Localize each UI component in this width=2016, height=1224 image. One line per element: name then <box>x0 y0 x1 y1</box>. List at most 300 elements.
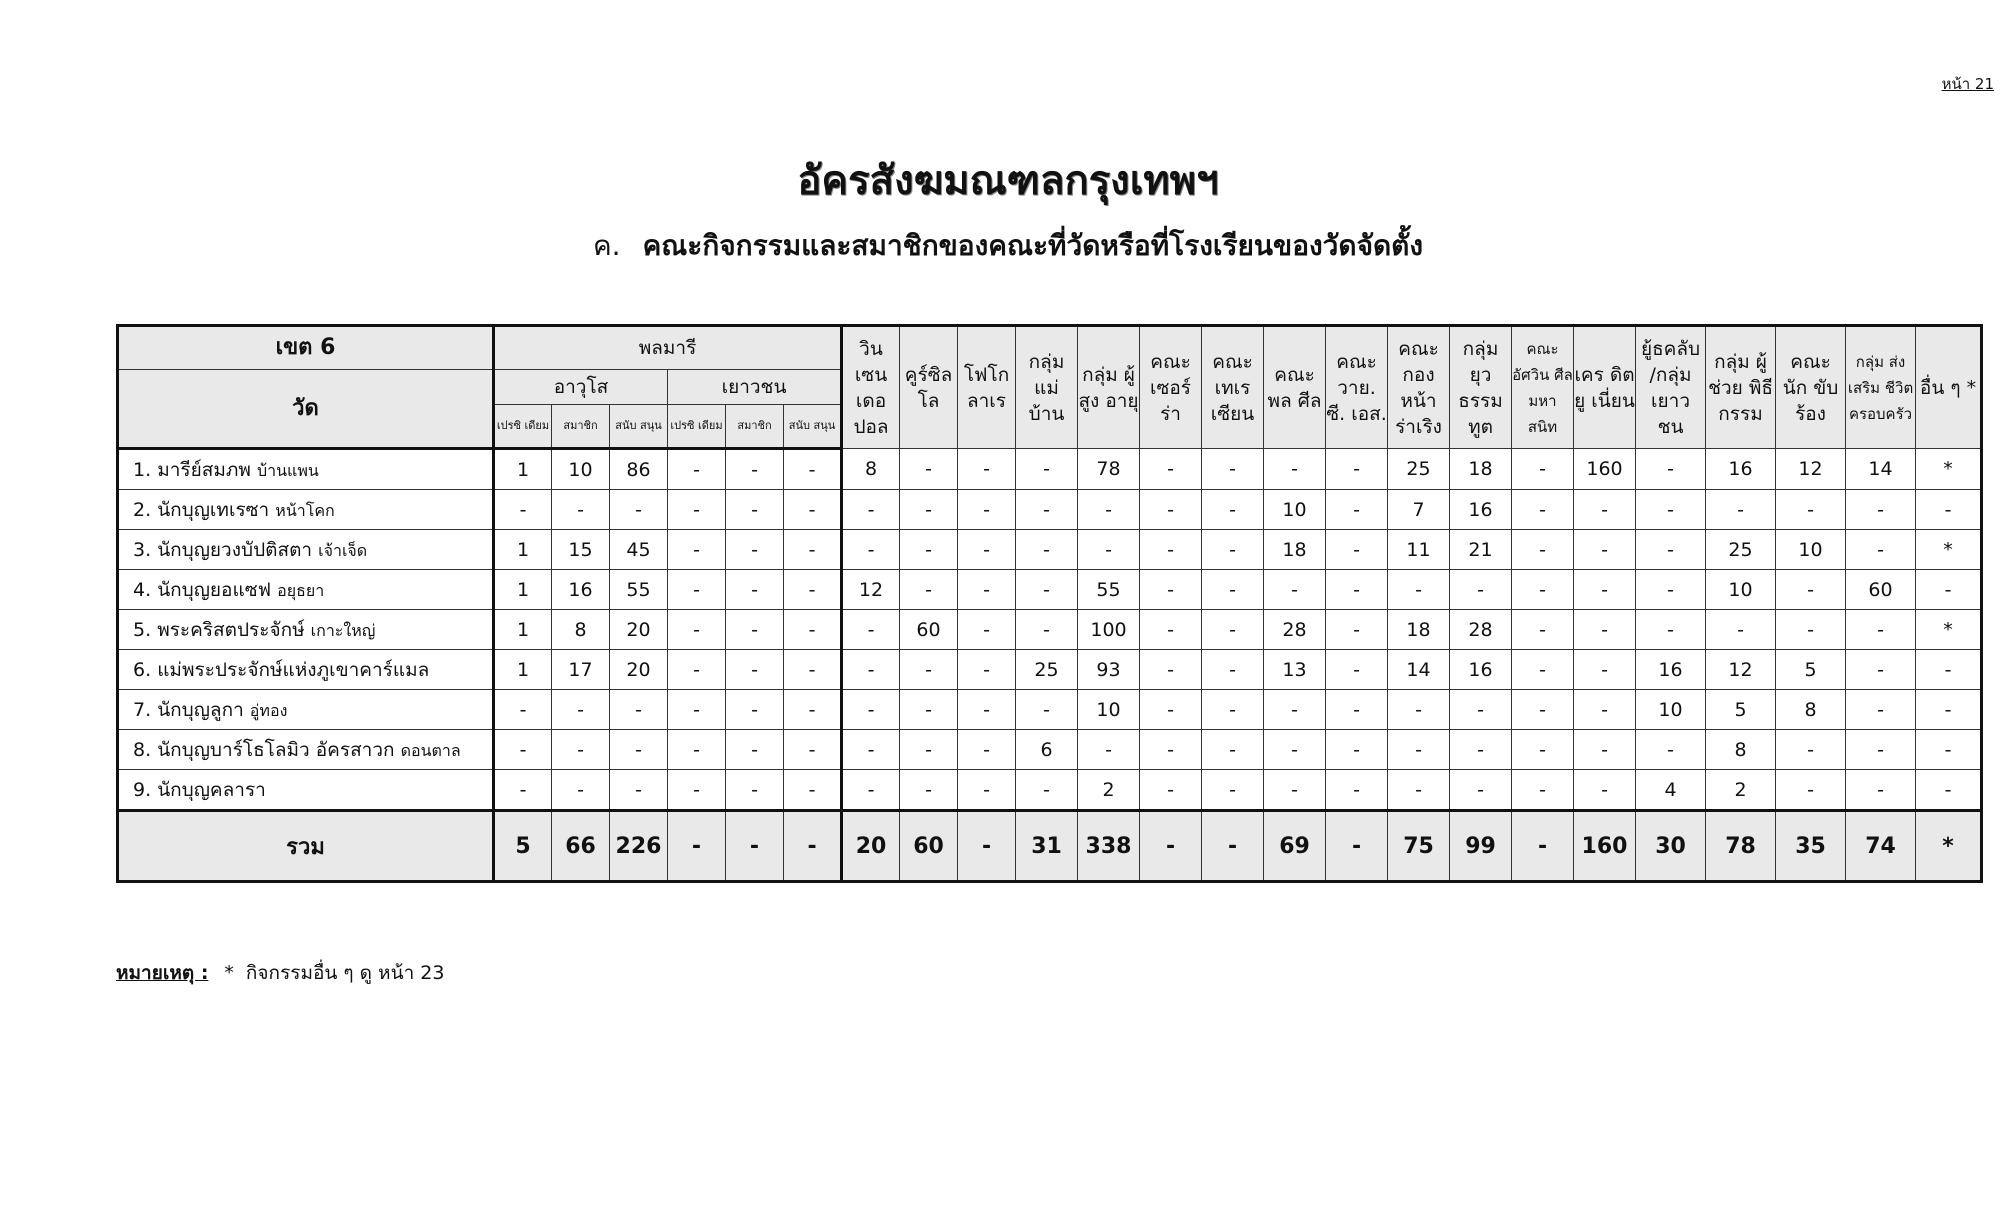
table-cell: - <box>1574 610 1636 650</box>
table-cell: - <box>1202 449 1264 490</box>
table-cell: - <box>668 449 726 490</box>
table-cell: 8 <box>842 449 900 490</box>
group-header-family-life: กลุ่ม ส่งเสริม ชีวิต ครอบครัว <box>1846 326 1916 449</box>
table-cell: 12 <box>1776 449 1846 490</box>
group-header-focolare: โฟโก ลาเร <box>958 326 1016 449</box>
table-cell: - <box>1264 690 1326 730</box>
table-cell: 45 <box>610 530 668 570</box>
table-cell: - <box>842 610 900 650</box>
table-cell: - <box>1776 770 1846 811</box>
table-cell: 21 <box>1450 530 1512 570</box>
table-cell: - <box>1326 449 1388 490</box>
row-number: 3. <box>133 538 152 561</box>
footnote-label: หมายเหตุ : <box>116 962 209 984</box>
total-cell: 78 <box>1706 811 1776 882</box>
table-cell: - <box>784 770 842 811</box>
table-cell: 8 <box>1706 730 1776 770</box>
wat-name: นักบุญคลารา <box>157 778 266 801</box>
table-cell: - <box>494 730 552 770</box>
group-header-serra: คณะ เซอร์ ร่า <box>1140 326 1202 449</box>
total-cell: 30 <box>1636 811 1706 882</box>
senior-member-header: สมาชิก <box>552 405 610 449</box>
table-cell: - <box>1140 449 1202 490</box>
table-cell: - <box>1202 610 1264 650</box>
table-cell: 1 <box>494 449 552 490</box>
page-title: อัครสังฆมณฑลกรุงเทพฯ <box>797 158 1219 204</box>
table-cell: - <box>1512 690 1574 730</box>
table-cell: - <box>1846 690 1916 730</box>
row-name-cell <box>118 650 494 690</box>
table-cell: - <box>1776 570 1846 610</box>
wat-location: บ้านแพน <box>256 460 319 480</box>
table-cell: - <box>958 530 1016 570</box>
table-cell: - <box>842 530 900 570</box>
footnote <box>116 958 444 988</box>
table-cell: - <box>1264 570 1326 610</box>
total-cell: 20 <box>842 811 900 882</box>
table-cell: 16 <box>1706 449 1776 490</box>
table-cell: - <box>726 570 784 610</box>
table-row <box>118 610 1982 650</box>
wat-location: เกาะใหญ่ <box>310 620 376 640</box>
table-cell: 86 <box>610 449 668 490</box>
table-cell: 5 <box>1706 690 1776 730</box>
table-cell: - <box>552 690 610 730</box>
row-name-cell <box>118 449 494 490</box>
group-header-teresian: คณะ เทเร เซียน <box>1202 326 1264 449</box>
row-number: 4. <box>133 578 152 601</box>
wat-location: เจ้าเจ็ด <box>318 540 368 560</box>
table-cell: 18 <box>1388 610 1450 650</box>
table-cell: - <box>1388 770 1450 811</box>
table-cell: 15 <box>552 530 610 570</box>
table-cell: - <box>1202 730 1264 770</box>
wat-name: นักบุญลูกา <box>157 698 244 721</box>
table-cell: - <box>1574 570 1636 610</box>
table-cell: 78 <box>1078 449 1140 490</box>
table-cell: - <box>1574 650 1636 690</box>
table-cell: - <box>842 730 900 770</box>
table-cell: 13 <box>1264 650 1326 690</box>
table-cell: 60 <box>1846 570 1916 610</box>
row-name-cell <box>118 490 494 530</box>
table-cell: - <box>1202 770 1264 811</box>
total-cell: - <box>1512 811 1574 882</box>
table-cell: - <box>1202 650 1264 690</box>
total-cell: 31 <box>1016 811 1078 882</box>
group-header-knights: คณะ อัศวิน ศีลมหา สนิท <box>1512 326 1574 449</box>
footnote-star: * <box>224 962 234 984</box>
total-row <box>118 811 1982 882</box>
group-header-elderly: กลุ่ม ผู้สูง อายุ <box>1078 326 1140 449</box>
table-cell: 55 <box>1078 570 1140 610</box>
total-cell: - <box>1202 811 1264 882</box>
table-cell: - <box>1636 730 1706 770</box>
table-cell: - <box>726 610 784 650</box>
junior-support-header: สนับ สนุน <box>784 405 842 449</box>
table-cell: - <box>1078 730 1140 770</box>
table-cell: - <box>494 690 552 730</box>
table-cell: - <box>1140 570 1202 610</box>
table-cell: - <box>610 490 668 530</box>
table-cell: - <box>1574 730 1636 770</box>
table-cell: - <box>1326 490 1388 530</box>
table-cell: 2 <box>1706 770 1776 811</box>
table-cell: - <box>1916 650 1982 690</box>
table-cell: - <box>958 570 1016 610</box>
table-cell: - <box>726 690 784 730</box>
group-header-cursillo: คูร์ซิล โล <box>900 326 958 449</box>
group-header-ycs: คณะ วาย. ซี. เอส. <box>1326 326 1388 449</box>
row-number: 2. <box>133 498 152 521</box>
table-cell: - <box>1636 530 1706 570</box>
table-cell: 8 <box>552 610 610 650</box>
group-header-vincent: วิน เซน เดอ ปอล <box>842 326 900 449</box>
table-cell: 14 <box>1388 650 1450 690</box>
table-cell: - <box>1574 690 1636 730</box>
table-cell: - <box>726 530 784 570</box>
table-cell: 20 <box>610 650 668 690</box>
table-cell: 16 <box>1636 650 1706 690</box>
total-cell: 338 <box>1078 811 1140 882</box>
table-cell: - <box>900 690 958 730</box>
table-cell: - <box>1140 490 1202 530</box>
table-cell: - <box>1846 530 1916 570</box>
table-cell: 18 <box>1450 449 1512 490</box>
group-header-others: อื่น ๆ * <box>1916 326 1982 449</box>
wat-location: หน้าโคก <box>275 500 335 520</box>
wat-location: อู่ทอง <box>249 700 288 720</box>
table-cell: - <box>668 610 726 650</box>
group-header-credit-union: เคร ดิต ยู เนี่ยน <box>1574 326 1636 449</box>
table-cell: 1 <box>494 530 552 570</box>
wat-location: อยุธยา <box>277 580 325 600</box>
table-cell: 16 <box>1450 490 1512 530</box>
total-cell: 75 <box>1388 811 1450 882</box>
table-cell: - <box>784 530 842 570</box>
table-cell: - <box>1636 490 1706 530</box>
wat-name: มารีย์สมภพ <box>157 458 251 481</box>
total-cell: 69 <box>1264 811 1326 882</box>
wat-name: นักบุญบาร์โธโลมิว อัครสาวก <box>157 738 395 761</box>
table-cell: - <box>668 730 726 770</box>
table-cell: 5 <box>1776 650 1846 690</box>
row-number: 9. <box>133 778 152 801</box>
table-cell: - <box>1140 770 1202 811</box>
junior-header: เยาวชน <box>668 370 842 405</box>
total-cell: 226 <box>610 811 668 882</box>
table-cell: 10 <box>552 449 610 490</box>
total-cell: 99 <box>1450 811 1512 882</box>
table-cell: 20 <box>610 610 668 650</box>
total-cell: - <box>1326 811 1388 882</box>
table-cell: - <box>900 570 958 610</box>
table-cell: - <box>1706 490 1776 530</box>
table-cell: - <box>784 570 842 610</box>
wat-name: พระคริสตประจักษ์ <box>157 618 305 641</box>
total-cell: 74 <box>1846 811 1916 882</box>
row-number: 6. <box>133 658 152 681</box>
table-cell: 100 <box>1078 610 1140 650</box>
table-cell: - <box>1140 690 1202 730</box>
table-cell: - <box>1512 650 1574 690</box>
table-cell: - <box>1326 690 1388 730</box>
table-cell: - <box>1636 570 1706 610</box>
table-cell: - <box>1078 490 1140 530</box>
table-cell: - <box>726 650 784 690</box>
table-cell: - <box>958 610 1016 650</box>
table-cell: - <box>1916 690 1982 730</box>
row-name-cell <box>118 730 494 770</box>
table-row <box>118 490 1982 530</box>
table-cell: 1 <box>494 570 552 610</box>
senior-support-header: สนับ สนุน <box>610 405 668 449</box>
table-cell: - <box>668 690 726 730</box>
table-cell: - <box>1140 650 1202 690</box>
table-cell: - <box>1512 730 1574 770</box>
table-cell: - <box>726 490 784 530</box>
table-cell: - <box>1202 530 1264 570</box>
table-cell: - <box>610 770 668 811</box>
total-cell: - <box>726 811 784 882</box>
table-row <box>118 530 1982 570</box>
wat-header: วัด <box>118 370 494 449</box>
table-cell: - <box>1636 610 1706 650</box>
table-cell: - <box>1202 690 1264 730</box>
table-cell: 6 <box>1016 730 1078 770</box>
table-cell: 4 <box>1636 770 1706 811</box>
table-cell: - <box>1140 530 1202 570</box>
table-cell: - <box>1264 449 1326 490</box>
table-cell: * <box>1916 449 1982 490</box>
page-subtitle <box>0 224 2016 268</box>
table-cell: - <box>1512 770 1574 811</box>
table-row <box>118 730 1982 770</box>
table-cell: - <box>1846 730 1916 770</box>
table-cell: 160 <box>1574 449 1636 490</box>
table-cell: - <box>1916 730 1982 770</box>
total-cell: - <box>784 811 842 882</box>
table-cell: - <box>668 490 726 530</box>
table-cell: - <box>1388 690 1450 730</box>
table-cell: - <box>610 730 668 770</box>
table-cell: - <box>668 530 726 570</box>
table-cell: 25 <box>1388 449 1450 490</box>
group-header-ponsil: คณะ พล ศีล <box>1264 326 1326 449</box>
table-cell: 1 <box>494 650 552 690</box>
table-cell: 14 <box>1846 449 1916 490</box>
table-cell: 7 <box>1388 490 1450 530</box>
table-cell: - <box>1016 570 1078 610</box>
total-cell: - <box>668 811 726 882</box>
table-cell: - <box>1140 610 1202 650</box>
table-cell: 1 <box>494 610 552 650</box>
table-cell: 10 <box>1636 690 1706 730</box>
table-cell: - <box>958 490 1016 530</box>
total-cell: * <box>1916 811 1982 882</box>
table-cell: - <box>1388 730 1450 770</box>
table-cell: - <box>842 490 900 530</box>
table-cell: - <box>726 449 784 490</box>
total-label: รวม <box>118 811 494 882</box>
table-cell: - <box>1846 650 1916 690</box>
table-cell: 18 <box>1264 530 1326 570</box>
table-cell: - <box>668 770 726 811</box>
table-cell: - <box>784 730 842 770</box>
row-number: 5. <box>133 618 152 641</box>
table-cell: 25 <box>1706 530 1776 570</box>
activity-table <box>116 324 1983 883</box>
table-cell: 25 <box>1016 650 1078 690</box>
table-cell: - <box>1016 610 1078 650</box>
table-cell: - <box>900 490 958 530</box>
row-name-cell <box>118 690 494 730</box>
group-header-altar-servers: กลุ่ม ผู้ช่วย พิธี กรรม <box>1706 326 1776 449</box>
row-name-cell <box>118 610 494 650</box>
table-cell: - <box>784 610 842 650</box>
table-cell: - <box>1706 610 1776 650</box>
table-cell: - <box>1512 610 1574 650</box>
wat-location: ดอนตาล <box>400 740 461 760</box>
table-cell: - <box>1016 449 1078 490</box>
group-header-youth-club: ยู้ธคลับ /กลุ่ม เยาว ชน <box>1636 326 1706 449</box>
table-cell: - <box>842 770 900 811</box>
table-cell: - <box>668 650 726 690</box>
table-cell: - <box>1450 770 1512 811</box>
table-cell: - <box>842 690 900 730</box>
table-cell: - <box>552 490 610 530</box>
table-cell: - <box>1326 650 1388 690</box>
table-cell: - <box>1776 610 1846 650</box>
subtitle-prefix: ค. <box>592 229 621 262</box>
junior-member-header: สมาชิก <box>726 405 784 449</box>
table-cell: - <box>1326 610 1388 650</box>
table-cell: - <box>1450 570 1512 610</box>
table-cell: - <box>1388 570 1450 610</box>
table-cell: - <box>784 490 842 530</box>
footnote-text: กิจกรรมอื่น ๆ ดู หน้า 23 <box>245 962 445 984</box>
total-cell: 35 <box>1776 811 1846 882</box>
table-cell: - <box>1574 490 1636 530</box>
table-cell: - <box>494 770 552 811</box>
table-cell: - <box>668 570 726 610</box>
table-cell: - <box>1140 730 1202 770</box>
row-name-cell <box>118 570 494 610</box>
table-cell: 93 <box>1078 650 1140 690</box>
table-cell: - <box>1574 770 1636 811</box>
table-cell: - <box>900 770 958 811</box>
wat-name: นักบุญเทเรซา <box>157 498 270 521</box>
senior-presidium-header: เปรซิ เดียม <box>494 405 552 449</box>
wat-name: นักบุญยอแซฟ <box>157 578 272 601</box>
table-cell: - <box>1776 730 1846 770</box>
table-row <box>118 449 1982 490</box>
junior-presidium-header: เปรซิ เดียม <box>668 405 726 449</box>
table-cell: 17 <box>552 650 610 690</box>
row-number: 1. <box>133 458 152 481</box>
table-cell: - <box>1846 610 1916 650</box>
table-cell: - <box>1512 490 1574 530</box>
table-cell: - <box>900 530 958 570</box>
table-cell: - <box>958 449 1016 490</box>
total-cell: 160 <box>1574 811 1636 882</box>
wat-name: นักบุญยวงบัปติสตา <box>157 538 313 561</box>
table-cell: - <box>1326 730 1388 770</box>
table-cell: 10 <box>1776 530 1846 570</box>
total-cell: - <box>1140 811 1202 882</box>
table-cell: - <box>610 690 668 730</box>
table-cell: - <box>1512 570 1574 610</box>
table-cell: - <box>1916 770 1982 811</box>
table-cell: - <box>1846 770 1916 811</box>
table-cell: - <box>1264 730 1326 770</box>
table-cell: - <box>1512 449 1574 490</box>
table-cell: 55 <box>610 570 668 610</box>
group-header-housewives: กลุ่ม แม่ บ้าน <box>1016 326 1078 449</box>
table-cell: - <box>900 449 958 490</box>
table-cell: 10 <box>1706 570 1776 610</box>
table-cell: - <box>958 650 1016 690</box>
total-cell: 5 <box>494 811 552 882</box>
table-cell: - <box>1846 490 1916 530</box>
wat-name: แม่พระประจักษ์แห่งภูเขาคาร์แมล <box>157 658 430 681</box>
row-number: 7. <box>133 698 152 721</box>
table-cell: - <box>1202 570 1264 610</box>
table-cell: - <box>1450 690 1512 730</box>
table-cell: 28 <box>1450 610 1512 650</box>
table-cell: - <box>1016 490 1078 530</box>
table-cell: - <box>1916 570 1982 610</box>
total-cell: 60 <box>900 811 958 882</box>
table-cell: 10 <box>1264 490 1326 530</box>
table-cell: 16 <box>1450 650 1512 690</box>
zone-header: เขต 6 <box>118 326 494 370</box>
total-cell: 66 <box>552 811 610 882</box>
group-header-vanguard: คณะ กอง หน้า ร่าเริง <box>1388 326 1450 449</box>
table-cell: - <box>1202 490 1264 530</box>
table-cell: - <box>958 690 1016 730</box>
senior-header: อาวุโส <box>494 370 668 405</box>
row-name-cell <box>118 770 494 811</box>
table-cell: - <box>1326 570 1388 610</box>
table-cell: 60 <box>900 610 958 650</box>
table-cell: 16 <box>552 570 610 610</box>
table-cell: - <box>1016 690 1078 730</box>
table-cell: - <box>494 490 552 530</box>
table-cell: - <box>552 770 610 811</box>
table-cell: - <box>1264 770 1326 811</box>
table-cell: - <box>842 650 900 690</box>
table-cell: - <box>784 690 842 730</box>
table-cell: - <box>1574 530 1636 570</box>
table-row <box>118 690 1982 730</box>
total-cell: - <box>958 811 1016 882</box>
table-cell: - <box>900 650 958 690</box>
table-cell: 28 <box>1264 610 1326 650</box>
table-cell: - <box>900 730 958 770</box>
table-row <box>118 650 1982 690</box>
row-name-cell <box>118 530 494 570</box>
table-cell: 2 <box>1078 770 1140 811</box>
table-cell: - <box>958 730 1016 770</box>
table-cell: - <box>1326 530 1388 570</box>
table-cell: 12 <box>1706 650 1776 690</box>
table-cell: - <box>1326 770 1388 811</box>
group-header-choir: คณะ นัก ขับร้อง <box>1776 326 1846 449</box>
table-cell: - <box>784 449 842 490</box>
table-cell: * <box>1916 610 1982 650</box>
table-cell: - <box>726 770 784 811</box>
